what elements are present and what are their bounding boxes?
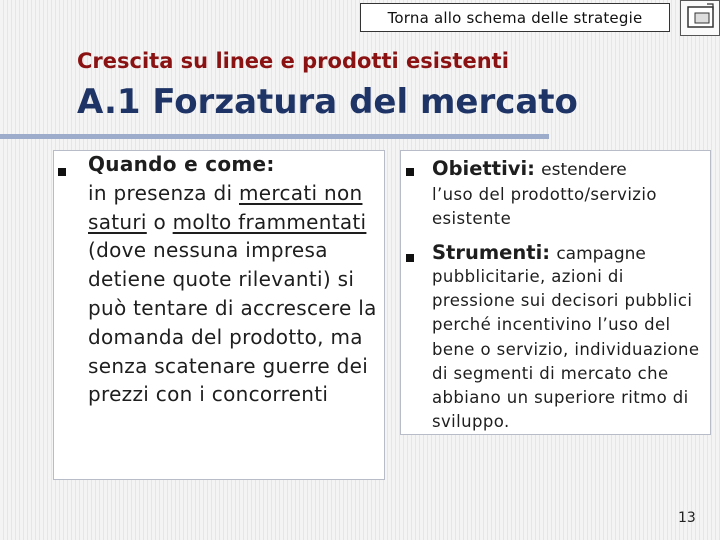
tools-first-word: campagne <box>556 244 646 264</box>
objectives-heading <box>432 157 627 180</box>
page-number: 13 <box>678 510 696 526</box>
title-divider <box>0 134 549 139</box>
home-icon[interactable] <box>680 0 720 36</box>
tools-label: Strumenti: <box>432 241 551 264</box>
when-how-text <box>88 150 380 409</box>
bullet-icon <box>406 168 414 176</box>
bullet-icon <box>58 168 66 176</box>
slide-subtitle: Crescita su linee e prodotti esistenti <box>77 49 509 73</box>
when-how-heading: Quando e come: <box>88 152 275 176</box>
objectives-text: l’uso del prodotto/servizio esistente <box>432 185 657 229</box>
unsaturated-markets-text: mercati non saturi <box>88 180 363 234</box>
back-to-strategies-button[interactable] <box>360 3 670 32</box>
objectives-label: Obiettivi: <box>432 157 535 180</box>
back-button-label: Torna allo schema delle strategie <box>387 8 643 27</box>
slide-title: A.1 Forzatura del mercato <box>77 82 578 122</box>
bullet-icon <box>406 254 414 262</box>
tools-text: pubblicitarie, azioni di pressione sui decisori pubblici perché incentivino l’uso del bene o servizio, individuazione di segmenti di mercato che abbiano un superiore ritmo di sviluppo. <box>432 267 700 432</box>
when-how-text-3: (dove nessuna impresa detiene quote rilevanti) si può tentare di accrescere la domanda del prodotto, ma senza scatenare guerre dei prezzi con i concorrenti <box>88 238 377 407</box>
when-how-text-1: in presenza di <box>88 180 239 205</box>
home-icon-graphic <box>681 1 719 35</box>
objectives-first-word: estendere <box>541 160 627 180</box>
fragmented-markets-text: molto frammentati <box>172 209 367 234</box>
tools-heading <box>432 241 646 264</box>
when-how-text-2: o <box>146 209 173 234</box>
